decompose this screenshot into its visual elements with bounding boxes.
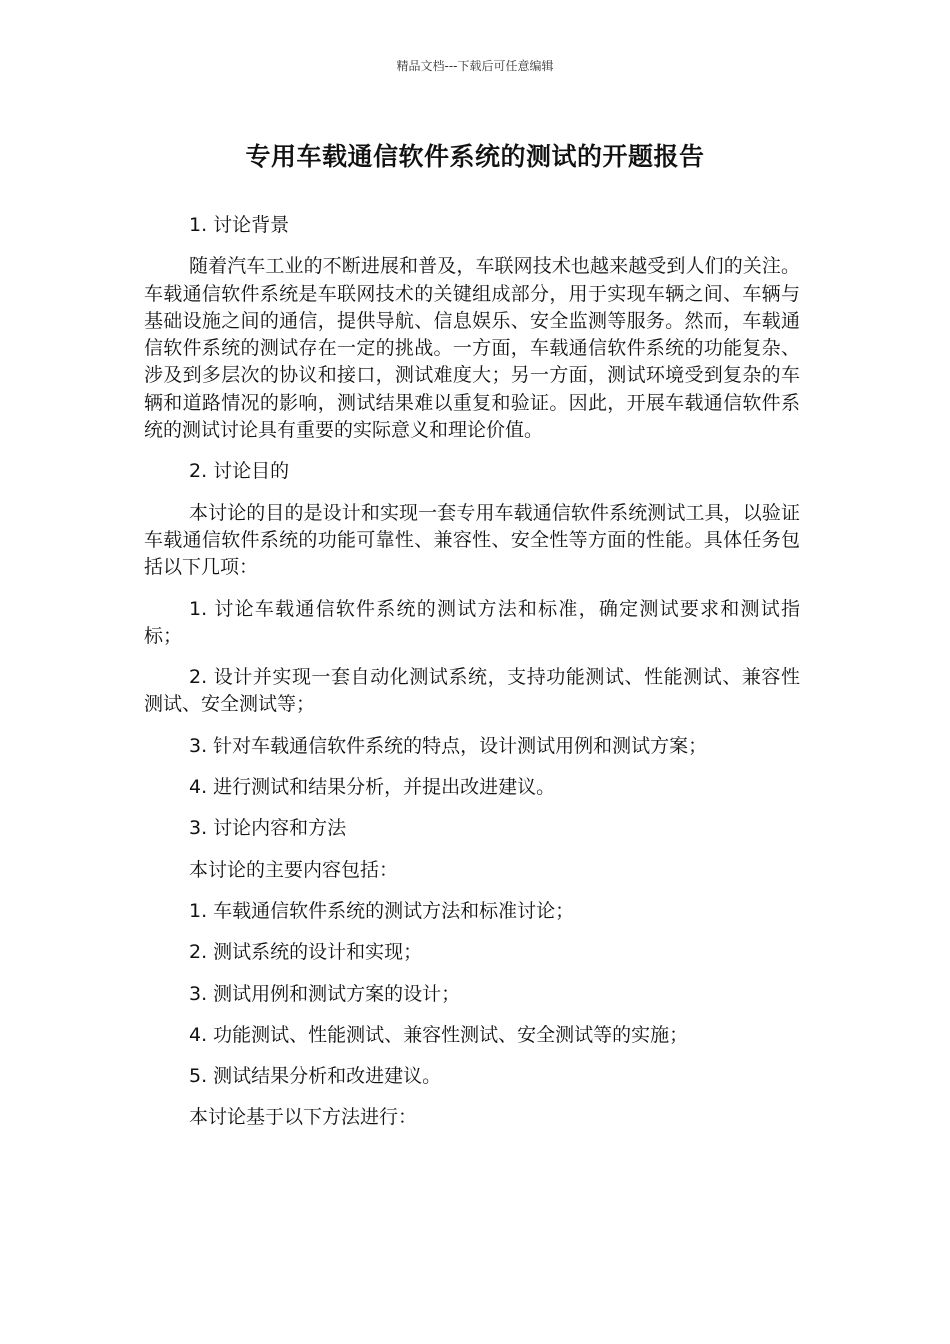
paragraph-method-intro: 本讨论基于以下方法进行：: [189, 1106, 418, 1129]
content-item-5: 5. 测试结果分析和改进建议。: [189, 1065, 442, 1088]
section-heading-purpose: 2. 讨论目的: [189, 460, 290, 483]
section-heading-content-method: 3. 讨论内容和方法: [189, 817, 347, 840]
task-item-4: 4. 进行测试和结果分析，并提出改进建议。: [189, 776, 556, 799]
content-item-1: 1. 车载通信软件系统的测试方法和标准讨论；: [189, 899, 575, 922]
document-body: [144, 212, 800, 1146]
content-item-4: 4. 功能测试、性能测试、兼容性测试、安全测试等的实施；: [189, 1023, 689, 1046]
document-title: 专用车载通信软件系统的测试的开题报告: [245, 142, 705, 171]
paragraph-purpose: 本讨论的目的是设计和实现一套专用车载通信软件系统测试工具，以验证车载通信软件系统的功能可靠性、兼容性、安全性等方面的性能。具体任务包括以下几项：: [144, 501, 800, 579]
paragraph-background: 随着汽车工业的不断进展和普及，车联网技术也越来越受到人们的关注。车载通信软件系统是车联网技术的关键组成部分，用于实现车辆之间、车辆与基础设施之间的通信，提供导航、信息娱乐、安全监测等服务。然而，车载通信软件系统的测试存在一定的挑战。一方面，车载通信软件系统的功能复杂、涉及到多层次的协议和接口，测试难度大；另一方面，测试环境受到复杂的车辆和道路情况的影响，测试结果难以重复和验证。因此，开展车载通信软件系统的测试讨论具有重要的实际意义和理论价值。: [144, 255, 800, 442]
section-heading-background: 1. 讨论背景: [189, 214, 290, 236]
page-header-note: 精品文档---下载后可任意编辑: [396, 59, 554, 73]
task-item-2: 2. 设计并实现一套自动化测试系统，支持功能测试、性能测试、兼容性测试、安全测试等；: [144, 666, 800, 716]
task-item-3: 3. 针对车载通信软件系统的特点，设计测试用例和测试方案；: [189, 734, 708, 757]
task-item-1: 1. 讨论车载通信软件系统的测试方法和标准，确定测试要求和测试指标；: [144, 597, 800, 647]
content-item-3: 3. 测试用例和测试方案的设计；: [189, 982, 461, 1005]
content-item-2: 2. 测试系统的设计和实现；: [189, 941, 423, 964]
paragraph-content-intro: 本讨论的主要内容包括：: [189, 858, 399, 881]
